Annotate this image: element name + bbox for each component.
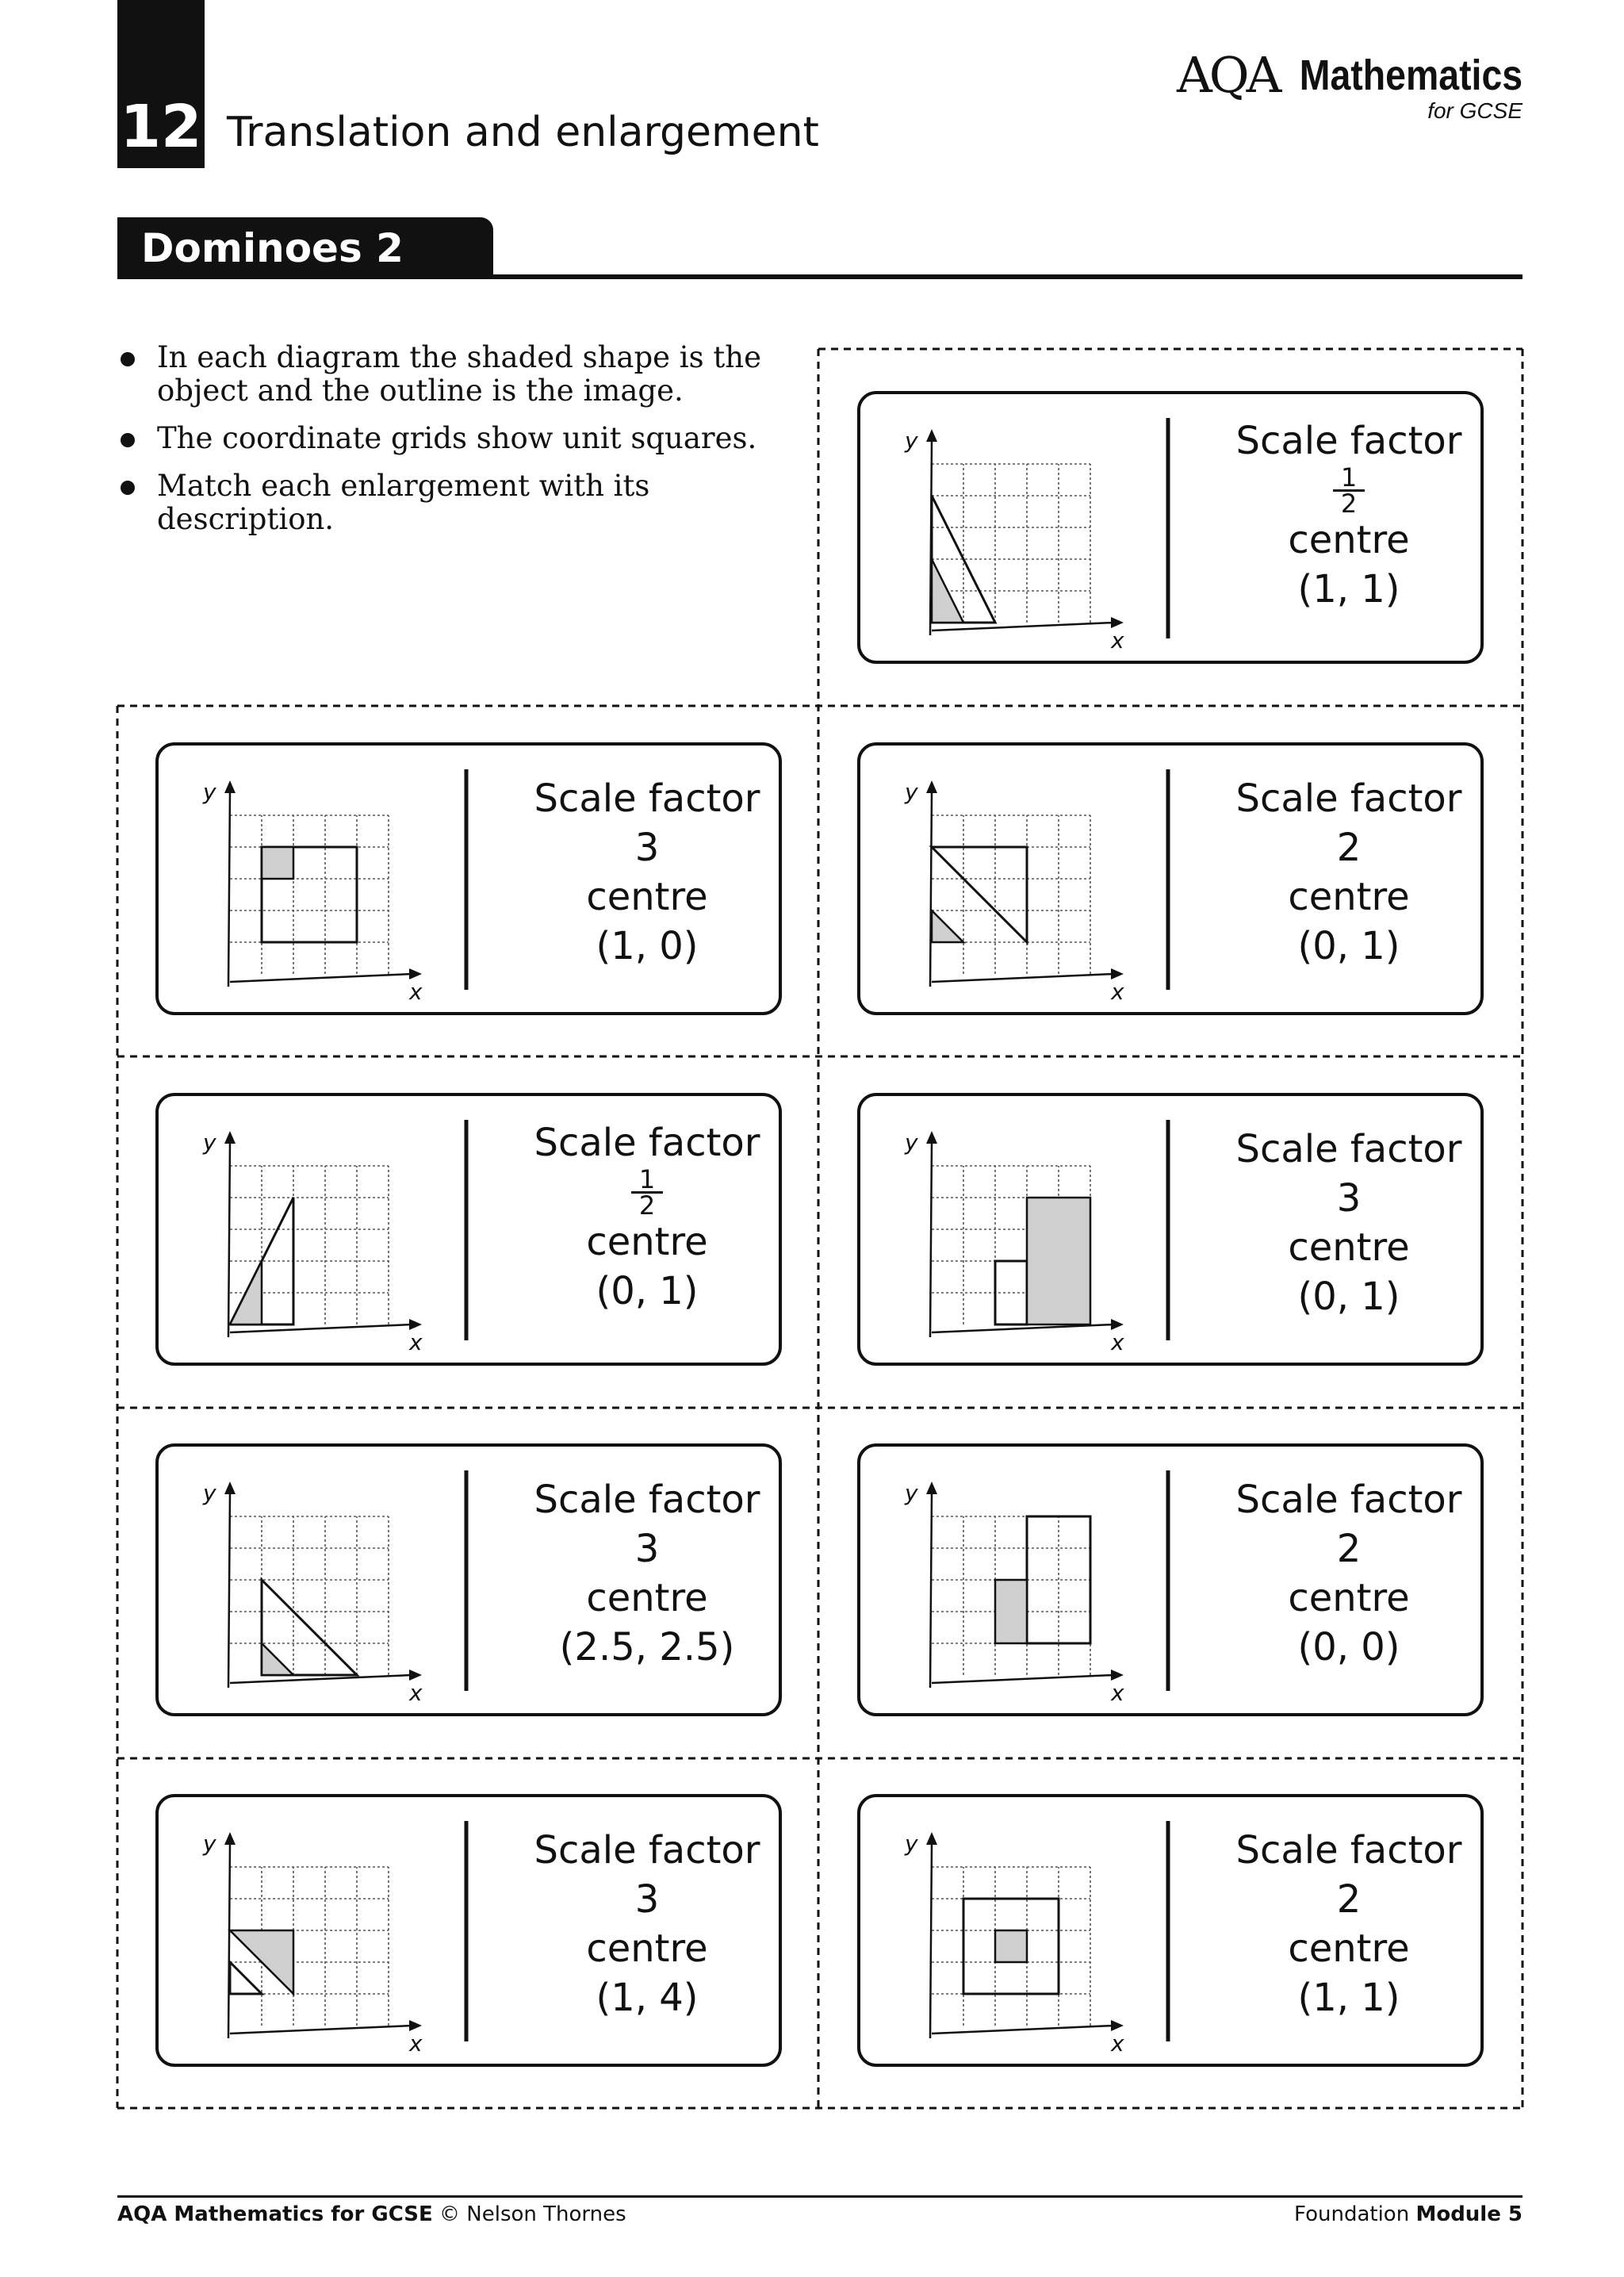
section-title: Dominoes 2: [141, 225, 404, 271]
scale-factor-label: Scale factor: [1235, 1828, 1462, 1873]
fraction-numerator: 1: [1340, 462, 1358, 493]
centre-label: centre: [1288, 1926, 1410, 1971]
y-axis-label: y: [905, 427, 918, 454]
y-axis-label: y: [905, 1480, 918, 1506]
x-axis-label: x: [409, 979, 423, 1005]
centre-label: centre: [586, 1220, 708, 1264]
instruction-item: Match each enlargement with its description.: [117, 470, 799, 536]
logo-mathematics: Mathematics: [1299, 52, 1522, 99]
footer-credit: [117, 2200, 626, 2229]
footer-module: [1294, 2200, 1522, 2229]
domino-description: [1190, 774, 1507, 971]
domino-description: [488, 774, 806, 971]
centre-label: centre: [586, 1926, 708, 1971]
scale-factor-value: 3: [634, 1877, 660, 1922]
y-axis-label: y: [203, 1480, 216, 1506]
scale-factor-label: Scale factor: [534, 776, 760, 821]
instruction-item: The coordinate grids show unit squares.: [117, 422, 799, 455]
centre-coordinates: (1, 4): [596, 1976, 699, 2020]
centre-label: centre: [1288, 875, 1410, 919]
centre-coordinates: (1, 0): [596, 924, 699, 968]
chapter-number: 12: [120, 93, 202, 161]
footer-divider: [117, 2195, 1522, 2198]
fraction-numerator: 1: [638, 1164, 656, 1194]
x-axis-label: x: [1111, 1329, 1124, 1355]
footer-level: Foundation: [1294, 2202, 1410, 2226]
centre-coordinates: (1, 1): [1297, 1976, 1400, 2020]
instruction-item: In each diagram the shaded shape is the object and the outline is the image.: [117, 341, 799, 408]
footer-publisher: © Nelson Thornes: [439, 2202, 626, 2226]
scale-factor-fraction: [631, 1164, 663, 1221]
scale-factor-label: Scale factor: [1235, 419, 1462, 463]
x-axis-label: x: [1111, 1680, 1124, 1706]
y-axis-label: y: [203, 1129, 216, 1156]
centre-label: centre: [586, 1576, 708, 1620]
scale-factor-label: Scale factor: [1235, 1127, 1462, 1171]
centre-label: centre: [586, 875, 708, 919]
x-axis-label: x: [1111, 979, 1124, 1005]
y-axis-label: y: [905, 1830, 918, 1857]
y-axis-label: y: [203, 779, 216, 805]
centre-coordinates: (0, 1): [596, 1269, 699, 1313]
logo-aqa: AQA: [1177, 46, 1279, 104]
centre-coordinates: (2.5, 2.5): [559, 1625, 735, 1669]
fraction-denominator: 2: [631, 1191, 663, 1217]
domino-description: [1190, 1125, 1507, 1321]
scale-factor-label: Scale factor: [1235, 776, 1462, 821]
scale-factor-label: Scale factor: [1235, 1478, 1462, 1522]
chapter-title: Translation and enlargement: [227, 109, 819, 156]
scale-factor-label: Scale factor: [534, 1478, 760, 1522]
scale-factor-fraction: [1333, 462, 1365, 519]
object-shape: [1027, 1198, 1090, 1324]
centre-coordinates: (0, 0): [1297, 1625, 1400, 1669]
centre-label: centre: [1288, 1225, 1410, 1270]
footer-book-title: AQA Mathematics for GCSE: [117, 2202, 433, 2226]
centre-label: centre: [1288, 518, 1410, 562]
x-axis-label: x: [409, 2030, 423, 2057]
domino-description: [1190, 1475, 1507, 1672]
scale-factor-value: 3: [634, 826, 660, 870]
centre-coordinates: (0, 1): [1297, 924, 1400, 968]
y-axis-label: y: [905, 1129, 918, 1156]
logo-subtitle: for GCSE: [1427, 98, 1522, 123]
object-shape: [995, 1930, 1027, 1962]
scale-factor-label: Scale factor: [534, 1828, 760, 1873]
scale-factor-value: 2: [1336, 826, 1362, 870]
scale-factor-label: Scale factor: [534, 1121, 760, 1165]
centre-coordinates: (0, 1): [1297, 1275, 1400, 1319]
x-axis-label: x: [1111, 2030, 1124, 2057]
object-shape: [995, 1580, 1027, 1643]
domino-description: [1190, 416, 1507, 614]
x-axis-label: x: [1111, 627, 1124, 654]
fraction-denominator: 2: [1333, 489, 1365, 516]
footer-module-number: Module 5: [1415, 2202, 1522, 2226]
scale-factor-value: 2: [1336, 1527, 1362, 1571]
domino-description: [1190, 1826, 1507, 2022]
centre-label: centre: [1288, 1576, 1410, 1620]
scale-factor-value: 3: [1336, 1176, 1362, 1221]
object-shape: [262, 847, 293, 879]
domino-description: [488, 1118, 806, 1316]
domino-description: [488, 1475, 806, 1672]
x-axis-label: x: [409, 1680, 423, 1706]
domino-description: [488, 1826, 806, 2022]
y-axis-label: y: [203, 1830, 216, 1857]
y-axis-label: y: [905, 779, 918, 805]
scale-factor-value: 3: [634, 1527, 660, 1571]
centre-coordinates: (1, 1): [1297, 567, 1400, 611]
scale-factor-value: 2: [1336, 1877, 1362, 1922]
x-axis-label: x: [409, 1329, 423, 1355]
